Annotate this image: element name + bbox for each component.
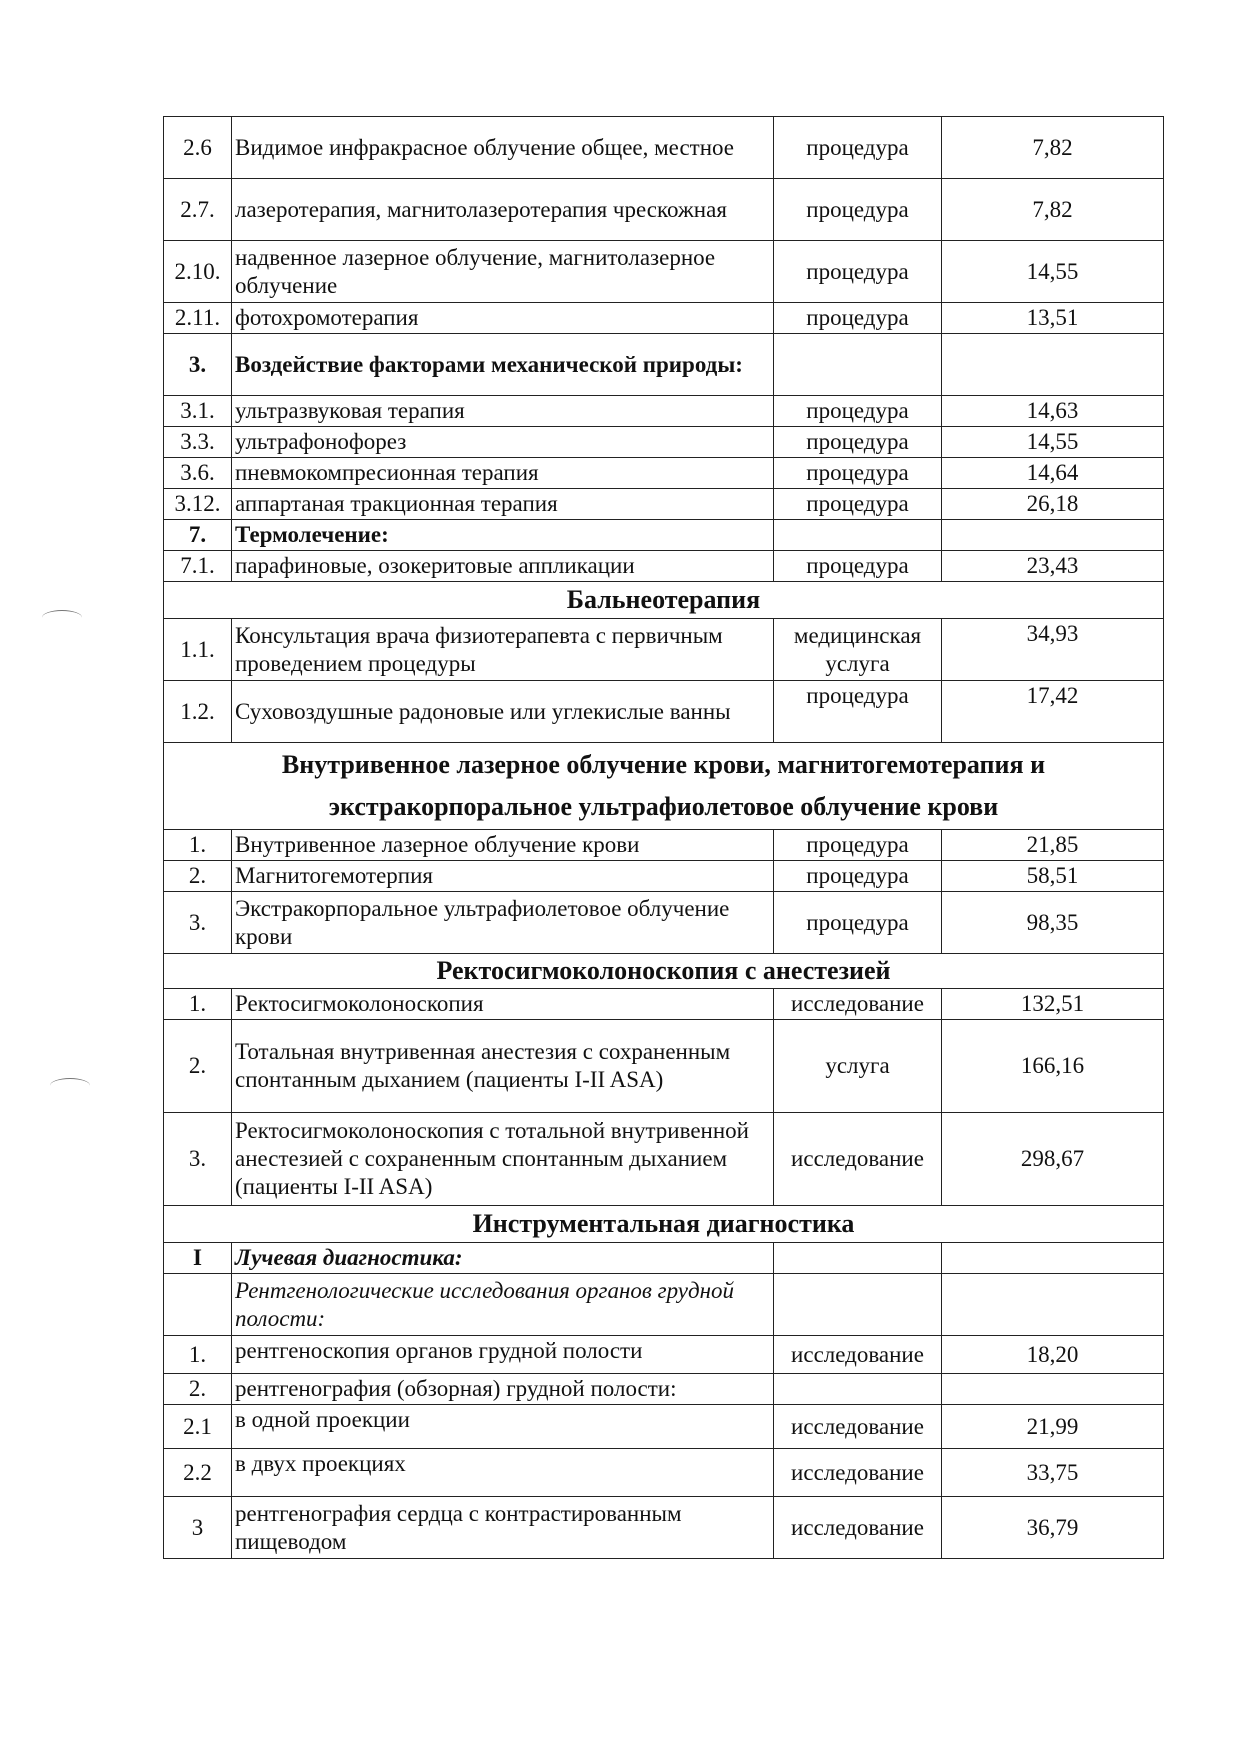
row-number: 2.10. [164,241,232,303]
section-row [164,743,1164,830]
row-number: 1.2. [164,681,232,743]
service-price: 17,42 [942,681,1164,743]
table-row [164,1449,1164,1497]
unit-of-measure: исследование [774,989,942,1020]
service-name: парафиновые, озокеритовые аппликации [232,551,774,582]
service-price [942,1274,1164,1336]
row-number: 2. [164,1020,232,1113]
table-row [164,334,1164,396]
row-number: 1.1. [164,619,232,681]
service-price: 18,20 [942,1336,1164,1374]
table-row [164,396,1164,427]
service-price: 7,82 [942,179,1164,241]
table-row [164,427,1164,458]
service-price: 298,67 [942,1113,1164,1206]
service-price: 21,99 [942,1405,1164,1449]
service-name: ультрафонофорез [232,427,774,458]
row-number: 1. [164,1336,232,1374]
unit-of-measure: процедура [774,892,942,954]
table-row [164,520,1164,551]
section-row [164,582,1164,619]
unit-of-measure: исследование [774,1497,942,1559]
service-name: Ректосигмоколоноскопия с тотальной внутривенной анестезией с сохраненным спонтанным дыханием (пациенты I-II ASA) [232,1113,774,1206]
service-price [942,334,1164,396]
group-heading: Лучевая диагностика: [232,1243,774,1274]
row-number: 2. [164,1374,232,1405]
unit-of-measure: процедура [774,681,942,743]
service-name: пневмокомпресионная терапия [232,458,774,489]
table-row [164,179,1164,241]
group-heading: Воздействие факторами механической природы: [232,334,774,396]
service-name: в одной проекции [232,1405,774,1449]
scan-mark [42,610,82,625]
unit-of-measure [774,1274,942,1336]
service-price [942,1243,1164,1274]
unit-of-measure: процедура [774,861,942,892]
service-price: 14,63 [942,396,1164,427]
service-name: ультразвуковая терапия [232,396,774,427]
service-price: 14,64 [942,458,1164,489]
service-name: Экстракорпоральное ультрафиолетовое облучение крови [232,892,774,954]
price-table [163,116,1164,1559]
unit-of-measure: процедура [774,830,942,861]
service-price: 23,43 [942,551,1164,582]
unit-of-measure: процедура [774,117,942,179]
unit-of-measure: услуга [774,1020,942,1113]
service-name: Ректосигмоколоноскопия [232,989,774,1020]
service-price: 36,79 [942,1497,1164,1559]
unit-of-measure [774,1374,942,1405]
unit-of-measure: процедура [774,303,942,334]
row-number: 3.3. [164,427,232,458]
service-price: 14,55 [942,427,1164,458]
table-row [164,551,1164,582]
subgroup-heading: Рентгенологические исследования органов грудной полости: [232,1274,774,1336]
table-row [164,1405,1164,1449]
service-price: 7,82 [942,117,1164,179]
unit-of-measure: исследование [774,1113,942,1206]
row-number: 1. [164,989,232,1020]
service-name: рентгенография (обзорная) грудной полости: [232,1374,774,1405]
service-price: 34,93 [942,619,1164,681]
table-row [164,1243,1164,1274]
service-price: 21,85 [942,830,1164,861]
service-name: фотохромотерапия [232,303,774,334]
table-row [164,892,1164,954]
table-row [164,681,1164,743]
table-row [164,1374,1164,1405]
table-row [164,1113,1164,1206]
section-title: Внутривенное лазерное облучение крови, магнитогемотерапия и экстракорпоральное ультрафиолетовое облучение крови [164,743,1164,830]
row-number [164,1274,232,1336]
table-row [164,861,1164,892]
row-number: 7.1. [164,551,232,582]
row-number: 2.7. [164,179,232,241]
unit-of-measure: процедура [774,396,942,427]
table-row [164,989,1164,1020]
row-number: 2. [164,861,232,892]
row-number: 3. [164,892,232,954]
service-price: 98,35 [942,892,1164,954]
row-number: 2.11. [164,303,232,334]
service-name: Консультация врача физиотерапевта с первичным проведением процедуры [232,619,774,681]
service-name: лазеротерапия, магнитолазеротерапия чрескожная [232,179,774,241]
service-price: 58,51 [942,861,1164,892]
row-number: 2.6 [164,117,232,179]
row-number: 3 [164,1497,232,1559]
service-name: Тотальная внутривенная анестезия с сохраненным спонтанным дыханием (пациенты I-II ASA) [232,1020,774,1113]
service-price: 14,55 [942,241,1164,303]
service-price: 166,16 [942,1020,1164,1113]
unit-of-measure [774,520,942,551]
row-number: 3.1. [164,396,232,427]
unit-of-measure: процедура [774,427,942,458]
unit-of-measure: исследование [774,1336,942,1374]
unit-of-measure: процедура [774,241,942,303]
service-price: 33,75 [942,1449,1164,1497]
section-title: Инструментальная диагностика [164,1206,1164,1243]
unit-of-measure: процедура [774,179,942,241]
table-row [164,1336,1164,1374]
table-row [164,1497,1164,1559]
unit-of-measure: процедура [774,458,942,489]
service-price [942,1374,1164,1405]
service-price: 13,51 [942,303,1164,334]
unit-of-measure: процедура [774,489,942,520]
table-row [164,619,1164,681]
row-number: 3.6. [164,458,232,489]
unit-of-measure: исследование [774,1405,942,1449]
row-number: 3.12. [164,489,232,520]
service-price [942,520,1164,551]
row-number: 2.1 [164,1405,232,1449]
table-row [164,1020,1164,1113]
table-row [164,303,1164,334]
service-name: Видимое инфракрасное облучение общее, местное [232,117,774,179]
section-title: Ректосигмоколоноскопия с анестезией [164,954,1164,989]
unit-of-measure: исследование [774,1449,942,1497]
row-number: 3. [164,1113,232,1206]
table-row [164,489,1164,520]
service-name: в двух проекциях [232,1449,774,1497]
group-heading: Термолечение: [232,520,774,551]
service-name: аппартаная тракционная терапия [232,489,774,520]
row-number: I [164,1243,232,1274]
unit-of-measure [774,1243,942,1274]
table-row [164,117,1164,179]
unit-of-measure: медицинская услуга [774,619,942,681]
row-number: 7. [164,520,232,551]
scan-mark [50,1078,90,1093]
section-row [164,1206,1164,1243]
row-number: 1. [164,830,232,861]
service-price: 26,18 [942,489,1164,520]
row-number: 2.2 [164,1449,232,1497]
service-name: Внутривенное лазерное облучение крови [232,830,774,861]
table-row [164,458,1164,489]
table-row [164,241,1164,303]
section-row [164,954,1164,989]
service-name: Магнитогемотерпия [232,861,774,892]
unit-of-measure [774,334,942,396]
service-name: надвенное лазерное облучение, магнитолазерное облучение [232,241,774,303]
service-price: 132,51 [942,989,1164,1020]
table-row [164,1274,1164,1336]
service-name: рентгенография сердца с контрастированным пищеводом [232,1497,774,1559]
table-row [164,830,1164,861]
section-title: Бальнеотерапия [164,582,1164,619]
service-name: рентгеноскопия органов грудной полости [232,1336,774,1374]
service-name: Суховоздушные радоновые или углекислые ванны [232,681,774,743]
row-number: 3. [164,334,232,396]
unit-of-measure: процедура [774,551,942,582]
